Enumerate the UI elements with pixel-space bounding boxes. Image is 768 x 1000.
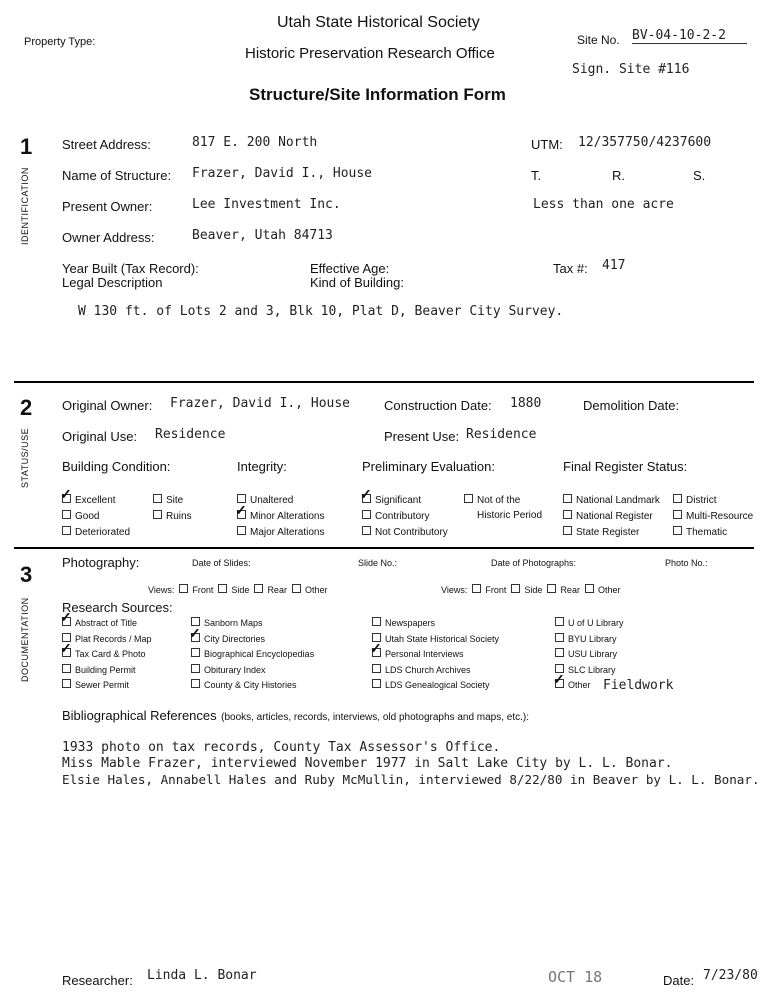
date-of-slides-label: Date of Slides: xyxy=(192,558,251,568)
checkbox-mark xyxy=(62,664,71,673)
checkbox-usu-library[interactable]: USU Library xyxy=(555,648,617,659)
checkbox-mark xyxy=(472,584,481,593)
checkbox-building-permit[interactable]: Building Permit xyxy=(62,664,136,675)
tax-number-value: 417 xyxy=(602,258,626,273)
slide-no-label: Slide No.: xyxy=(358,558,398,568)
structure-name-value: Frazer, David I., House xyxy=(192,166,373,181)
checkbox-u-of-u-library[interactable]: U of U Library xyxy=(555,617,624,628)
checkbox-mark xyxy=(62,679,71,688)
checkbox-mark xyxy=(362,494,371,503)
checkbox-mark xyxy=(191,633,200,642)
photo-view-rear[interactable]: Rear xyxy=(547,585,580,595)
checkbox-mark xyxy=(563,526,572,535)
checkbox-mark xyxy=(191,664,200,673)
township-label: T. xyxy=(531,168,542,183)
checkbox-other-source[interactable]: ✓Other xyxy=(555,679,591,690)
slide-view-rear[interactable]: Rear xyxy=(254,585,287,595)
checkbox-multi-resource[interactable]: Multi-Resource xyxy=(673,510,753,522)
utm-value: 12/357750/4237600 xyxy=(578,135,712,150)
research-sources-label: Research Sources: xyxy=(62,600,173,615)
section-2-side-label: STATUS/USE xyxy=(20,427,30,488)
integrity-label: Integrity: xyxy=(237,459,287,474)
original-use-value: Residence xyxy=(155,427,226,442)
checkbox-mark xyxy=(555,617,564,626)
legal-description-label: Legal Description xyxy=(62,275,163,290)
checkbox-mark xyxy=(153,494,162,503)
utm-label: UTM: xyxy=(531,137,563,152)
checkbox-lds-church-archives[interactable]: LDS Church Archives xyxy=(372,664,471,675)
construction-date-value: 1880 xyxy=(510,396,542,411)
present-owner-label: Present Owner: xyxy=(62,199,153,214)
checkbox-utah-state-historical-society[interactable]: Utah State Historical Society xyxy=(372,633,499,644)
checkbox-mark xyxy=(62,510,71,519)
preliminary-evaluation-label: Preliminary Evaluation: xyxy=(362,459,495,474)
office-name: Historic Preservation Research Office xyxy=(245,45,495,62)
slide-view-front[interactable]: Front xyxy=(179,585,213,595)
original-owner-label: Original Owner: xyxy=(62,398,153,413)
checkbox-national-landmark[interactable]: National Landmark xyxy=(563,494,660,506)
date-of-photographs-label: Date of Photographs: xyxy=(491,558,577,568)
researcher-label: Researcher: xyxy=(62,973,133,988)
checkbox-mark xyxy=(464,494,473,503)
section-divider-1 xyxy=(14,381,754,383)
checkbox-state-register[interactable]: State Register xyxy=(563,526,639,538)
present-use-value: Residence xyxy=(466,427,537,442)
kind-of-building-label: Kind of Building: xyxy=(310,275,404,290)
photo-view-other[interactable]: Other xyxy=(585,585,621,595)
checkbox-not-historic-period[interactable]: Not of the xyxy=(464,494,520,506)
demolition-date-label: Demolition Date: xyxy=(583,398,680,413)
checkbox-mark xyxy=(372,664,381,673)
bibliographical-references-label: Bibliographical References xyxy=(62,708,217,723)
section-2-number: 2 xyxy=(20,395,33,420)
checkbox-mark xyxy=(218,584,227,593)
society-name: Utah State Historical Society xyxy=(277,14,480,31)
checkbox-slc-library[interactable]: SLC Library xyxy=(555,664,616,675)
street-value: 817 E. 200 North xyxy=(192,135,318,150)
other-source-value: Fieldwork xyxy=(603,678,674,693)
checkbox-good[interactable]: Good xyxy=(62,510,99,522)
section-1-number: 1 xyxy=(20,134,33,159)
photo-view-front[interactable]: Front xyxy=(472,585,506,595)
present-use-label: Present Use: xyxy=(384,429,460,444)
checkbox-mark xyxy=(179,584,188,593)
checkbox-mark xyxy=(563,510,572,519)
checkbox-mark xyxy=(362,526,371,535)
checkbox-mark xyxy=(555,648,564,657)
structure-name-label: Name of Structure: xyxy=(62,168,172,183)
checkbox-mark xyxy=(62,494,71,503)
views-label: Views: xyxy=(148,585,175,595)
section-label: S. xyxy=(693,168,706,183)
checkbox-byu-library[interactable]: BYU Library xyxy=(555,633,617,644)
checkbox-mark xyxy=(62,648,71,657)
checkbox-mark xyxy=(237,526,246,535)
checkbox-city-directories[interactable]: ✓City Directories xyxy=(191,633,265,644)
checkbox-ruins[interactable]: Ruins xyxy=(153,510,192,522)
checkbox-mark xyxy=(673,510,682,519)
property-type-label: Property Type: xyxy=(24,36,96,48)
section-divider-2 xyxy=(14,547,754,549)
checkbox-personal-interviews[interactable]: ✓Personal Interviews xyxy=(372,648,464,659)
checkbox-mark xyxy=(547,584,556,593)
photo-no-label: Photo No.: xyxy=(665,558,708,568)
form-title: Structure/Site Information Form xyxy=(249,85,506,104)
checkbox-sanborn-maps[interactable]: Sanborn Maps xyxy=(191,617,263,628)
legal-description-value: W 130 ft. of Lots 2 and 3, Blk 10, Plat D, Beaver City Survey. xyxy=(78,304,564,319)
slide-view-other[interactable]: Other xyxy=(292,585,328,595)
sign-site: Sign. Site #116 xyxy=(572,62,690,77)
year-built-label: Year Built (Tax Record): xyxy=(62,261,199,276)
checkbox-mark xyxy=(292,584,301,593)
checkbox-minor-alterations[interactable]: ✓Minor Alterations xyxy=(237,510,324,522)
effective-age-label: Effective Age: xyxy=(310,261,390,276)
checkbox-contributory[interactable]: Contributory xyxy=(362,510,429,522)
checkbox-mark xyxy=(372,648,381,657)
researcher-value: Linda L. Bonar xyxy=(147,968,257,983)
checkbox-excellent[interactable]: ✓Excellent xyxy=(62,494,116,506)
biblio-line-3: Elsie Hales, Annabell Hales and Ruby McMullin, interviewed 8/22/80 in Beaver by L. L. Bonar. xyxy=(62,772,760,787)
bibliographical-references-heading xyxy=(62,707,529,725)
checkbox-mark xyxy=(62,617,71,626)
checkbox-not-contributory[interactable]: Not Contributory xyxy=(362,526,448,538)
section-3-side-label: DOCUMENTATION xyxy=(20,597,30,682)
checkbox-district[interactable]: District xyxy=(673,494,717,506)
checkbox-mark xyxy=(555,679,564,688)
original-owner-value: Frazer, David I., House xyxy=(170,396,351,411)
checkbox-tax-card[interactable]: ✓Tax Card & Photo xyxy=(62,648,146,659)
slide-view-side[interactable]: Side xyxy=(218,585,249,595)
checkbox-mark xyxy=(153,510,162,519)
owner-address-value: Beaver, Utah 84713 xyxy=(192,228,333,243)
checkbox-mark xyxy=(673,494,682,503)
present-owner-value: Lee Investment Inc. xyxy=(192,197,341,212)
checkbox-mark xyxy=(511,584,520,593)
range-label: R. xyxy=(612,168,625,183)
owner-address-label: Owner Address: xyxy=(62,230,155,245)
bibliographical-references-note: (books, articles, records, interviews, old photographs and maps, etc.): xyxy=(221,712,530,723)
checkbox-newspapers[interactable]: Newspapers xyxy=(372,617,435,628)
tax-number-label: Tax #: xyxy=(553,261,588,276)
building-condition-label: Building Condition: xyxy=(62,459,171,474)
checkbox-deteriorated[interactable]: Deteriorated xyxy=(62,526,130,538)
biblio-line-1: 1933 photo on tax records, County Tax Assessor's Office. xyxy=(62,740,501,755)
street-label: Street Address: xyxy=(62,137,151,152)
section-1-side-label: IDENTIFICATION xyxy=(20,167,30,245)
checkbox-national-register[interactable]: National Register xyxy=(563,510,653,522)
site-no-label: Site No. xyxy=(577,33,620,47)
checkbox-significant[interactable]: ✓Significant xyxy=(362,494,421,506)
checkbox-biographical-encyclopedias[interactable]: Biographical Encyclopedias xyxy=(191,648,314,659)
checkbox-mark xyxy=(254,584,263,593)
checkbox-lds-genealogical-society[interactable]: LDS Genealogical Society xyxy=(372,679,490,690)
checkbox-thematic[interactable]: Thematic xyxy=(673,526,727,538)
checkbox-abstract-of-title[interactable]: ✓Abstract of Title xyxy=(62,617,137,628)
site-no-value: BV-04-10-2-2 xyxy=(632,28,747,44)
acreage-value: Less than one acre xyxy=(533,197,674,212)
checkbox-county-city-histories[interactable]: County & City Histories xyxy=(191,679,297,690)
construction-date-label: Construction Date: xyxy=(384,398,492,413)
checkbox-mark xyxy=(191,679,200,688)
checkbox-major-alterations[interactable]: Major Alterations xyxy=(237,526,324,538)
slide-views xyxy=(148,584,327,595)
checkbox-mark xyxy=(362,510,371,519)
checkbox-mark xyxy=(563,494,572,503)
final-register-status-label: Final Register Status: xyxy=(563,459,688,474)
photography-label: Photography: xyxy=(62,555,140,570)
received-stamp: OCT 18 xyxy=(548,968,603,986)
checkbox-site[interactable]: Site xyxy=(153,494,183,506)
section-3-number: 3 xyxy=(20,562,33,587)
checkbox-unaltered[interactable]: Unaltered xyxy=(237,494,293,506)
date-label: Date: xyxy=(663,973,695,988)
views-label: Views: xyxy=(441,585,468,595)
checkbox-mark xyxy=(372,679,381,688)
checkbox-mark xyxy=(372,617,381,626)
not-historic-period-line2: Historic Period xyxy=(477,510,543,521)
checkbox-mark xyxy=(237,510,246,519)
checkbox-mark xyxy=(673,526,682,535)
checkbox-mark xyxy=(191,648,200,657)
date-value: 7/23/80 xyxy=(703,968,758,983)
biblio-line-2: Miss Mable Frazer, interviewed November 1977 in Salt Lake City by L. L. Bonar. xyxy=(62,756,673,771)
checkbox-sewer-permit[interactable]: Sewer Permit xyxy=(62,679,129,690)
checkbox-obituary-index[interactable]: Obiturary Index xyxy=(191,664,266,675)
checkbox-plat-records[interactable]: Plat Records / Map xyxy=(62,633,152,644)
checkbox-mark xyxy=(62,526,71,535)
checkbox-mark xyxy=(585,584,594,593)
photo-views xyxy=(441,584,620,595)
original-use-label: Original Use: xyxy=(62,429,138,444)
photo-view-side[interactable]: Side xyxy=(511,585,542,595)
checkbox-mark xyxy=(555,633,564,642)
